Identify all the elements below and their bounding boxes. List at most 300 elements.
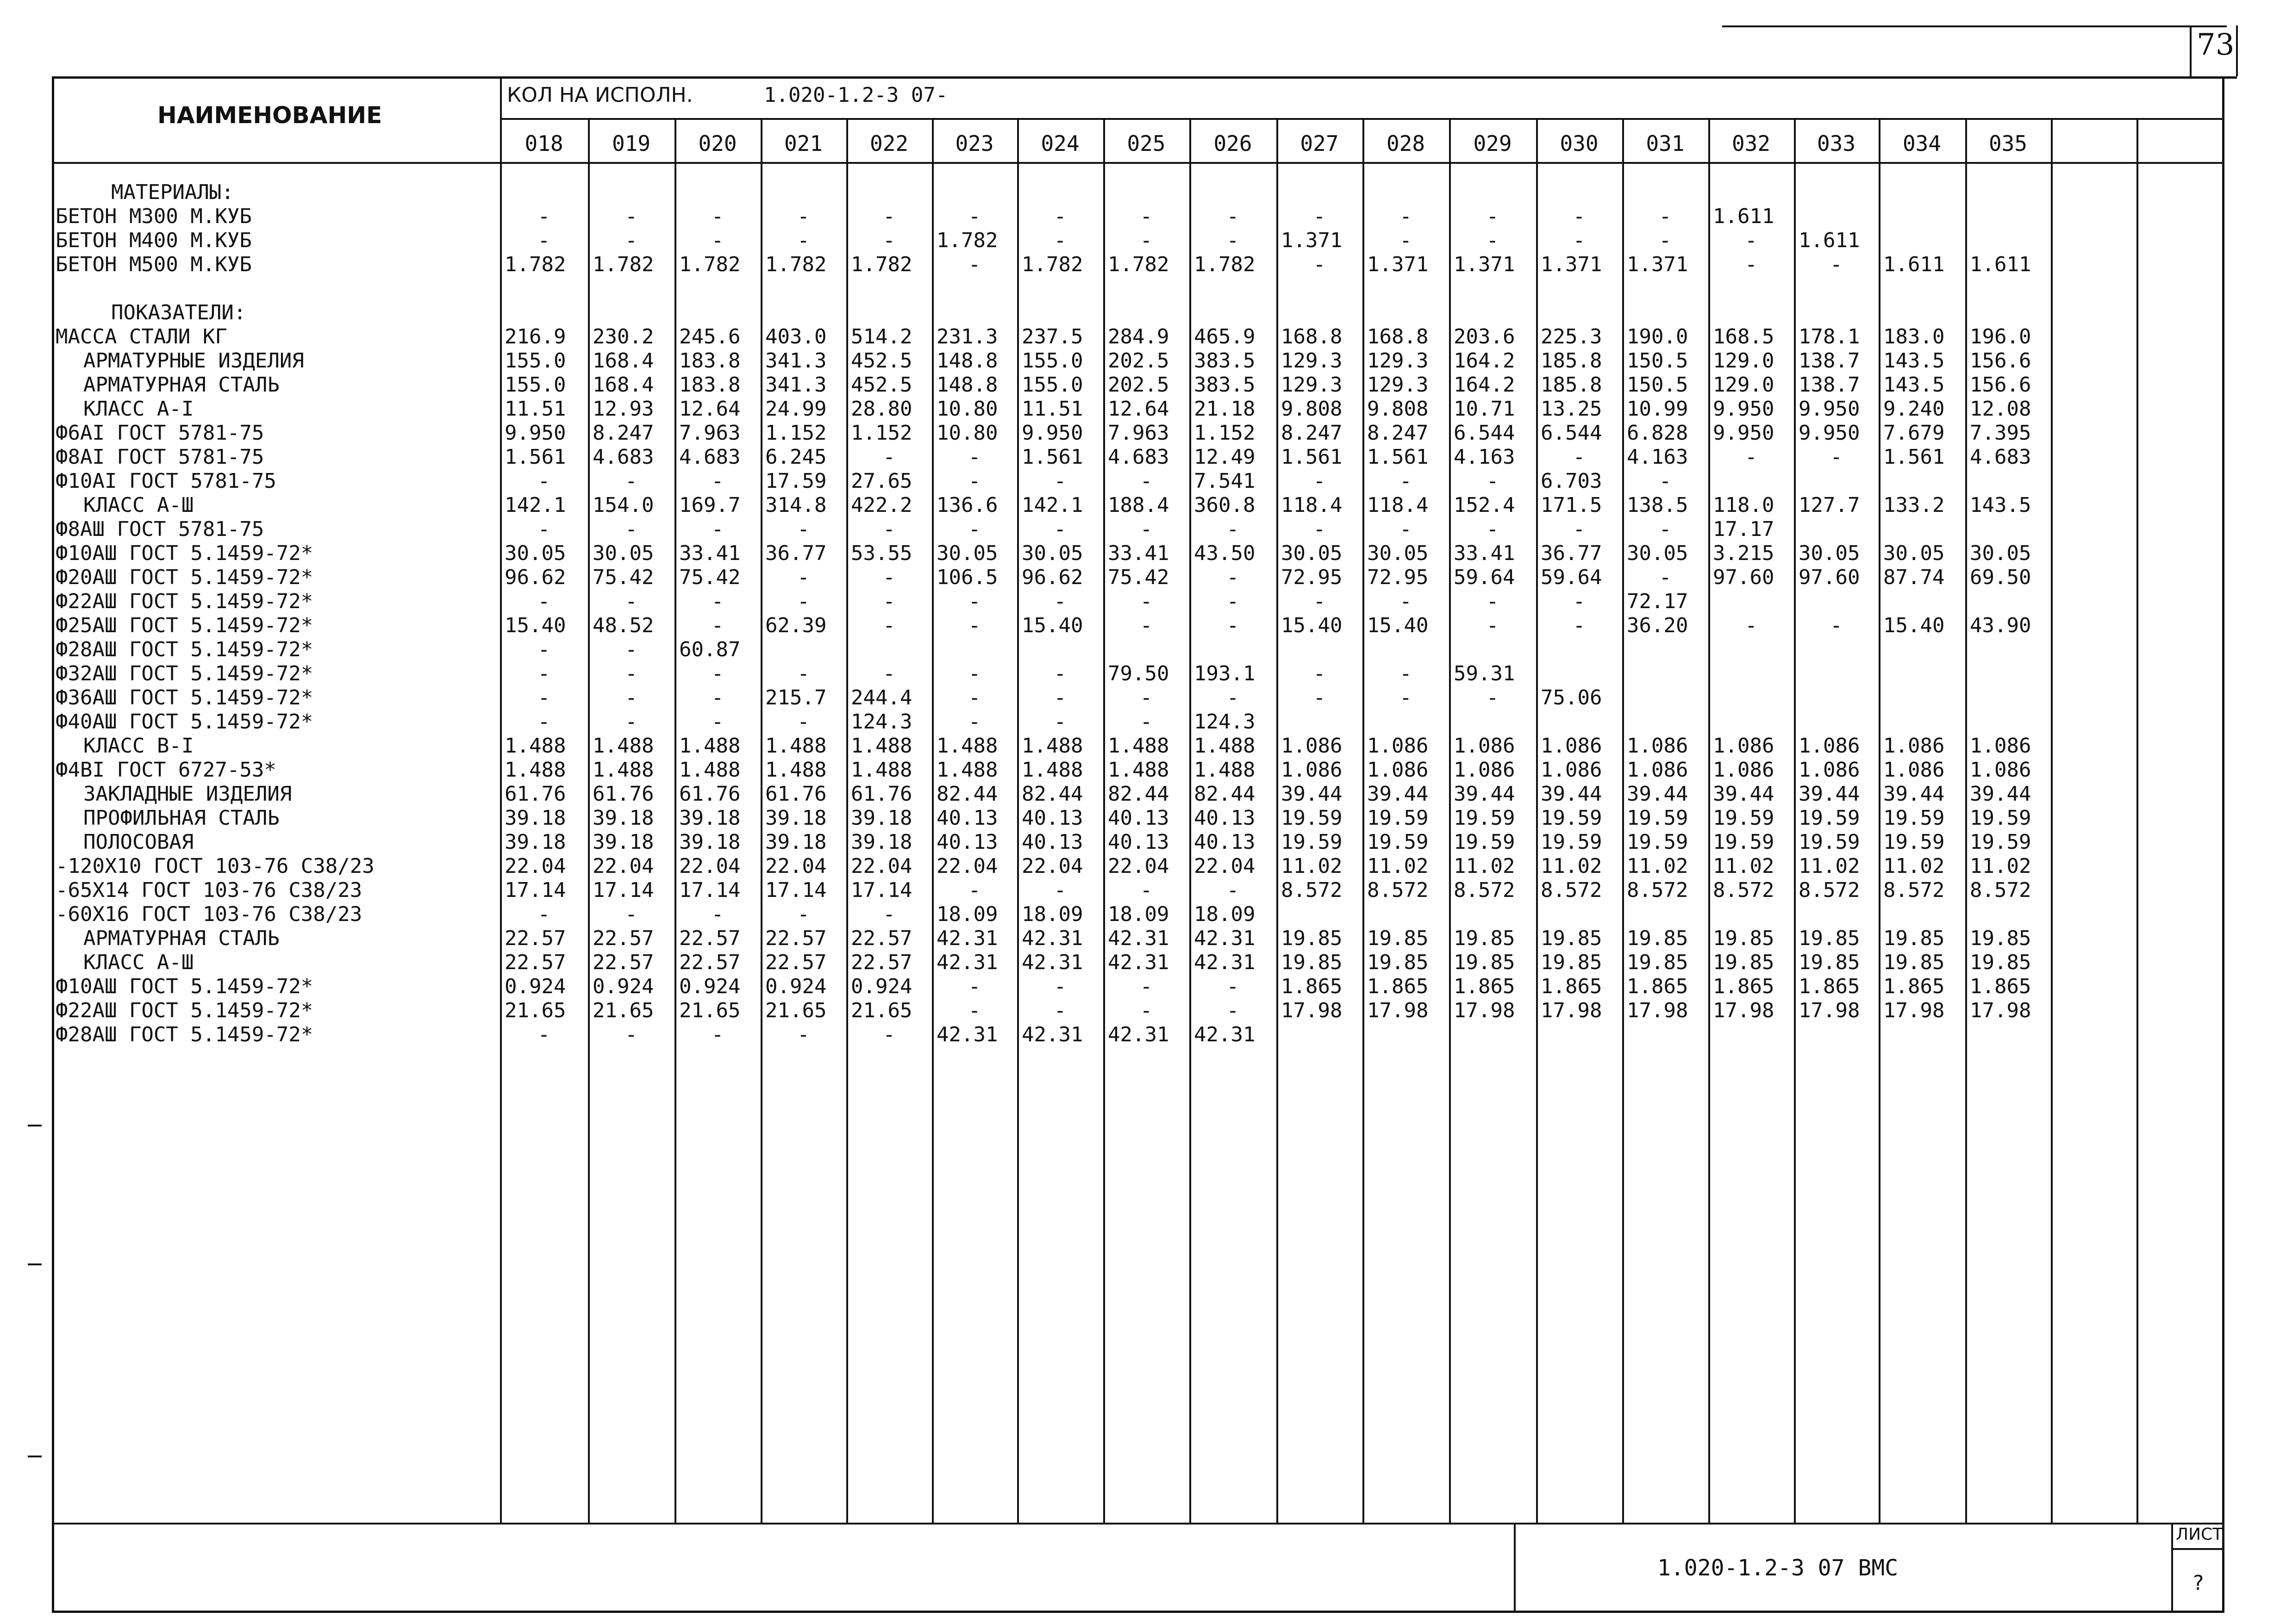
table-cell: - [883,229,895,252]
table-cell: 9.950 [1022,421,1083,445]
table-cell [1017,638,1103,662]
table-cell: 22.57 [593,951,654,974]
table-cell: 9.950 [1799,397,1860,421]
table-cell: - [968,445,981,469]
table-cell: - [1140,686,1153,709]
column-header: 020 [698,131,737,156]
table-cell: - [625,229,637,252]
table-cell: 124.3 [851,710,912,734]
table-cell: 168.8 [1281,325,1343,348]
table-cell: 1.782 [593,253,654,276]
table-cell: 21.65 [679,999,741,1022]
table-cell: - [1054,686,1067,709]
table-cell: 39.44 [1454,782,1515,806]
table-cell: 18.09 [1022,902,1083,926]
table-cell: - [1226,614,1239,637]
table-cell [761,638,846,662]
table-cell: 97.60 [1799,566,1860,589]
table-cell: - [625,205,637,228]
table-cell: 42.31 [1194,951,1256,974]
table-cell: 39.44 [1541,782,1602,806]
table-cell: 1.782 [851,253,912,276]
table-cell: 8.572 [1627,878,1688,902]
table-cell: 59.64 [1541,566,1602,589]
table-cell: - [1226,999,1239,1022]
table-cell: 138.7 [1799,349,1860,373]
frame-bottom [52,1611,2224,1613]
table-cell: 341.3 [765,373,827,397]
table-cell: 11.51 [1022,397,1083,421]
table-cell: 30.05 [1627,541,1688,565]
page-number-box-left [2190,25,2192,76]
table-cell [1276,1023,1362,1047]
row-name: ПОКАЗАТЕЛИ: [111,301,246,324]
table-cell: 87.74 [1883,566,1945,589]
table-cell: 1.488 [1022,758,1083,782]
table-cell: 19.85 [1367,951,1429,974]
table-cell: 9.240 [1883,397,1945,421]
table-cell: 1.086 [1799,734,1860,758]
table-cell: 12.93 [593,397,654,421]
table-cell: 142.1 [1022,493,1083,517]
table-cell: - [625,590,637,613]
table-cell: 19.59 [1799,830,1860,854]
table-cell: 1.086 [1970,734,2031,758]
table-cell: 11.02 [1713,854,1774,878]
table-cell [1879,469,1965,493]
table-cell: 6.544 [1541,421,1602,445]
column-divider [2136,118,2138,1523]
table-cell: 188.4 [1108,493,1169,517]
table-cell: 8.572 [1367,878,1429,902]
table-cell: - [1573,229,1586,252]
table-cell: - [1573,590,1586,613]
table-cell [1103,638,1189,662]
table-cell: - [1659,229,1672,252]
table-cell: 33.41 [679,541,741,565]
table-cell [1362,1023,1449,1047]
table-cell: 1.865 [1367,975,1429,998]
table-cell: 40.13 [1022,806,1083,830]
table-cell [1536,1023,1622,1047]
table-cell: - [1313,686,1326,709]
table-cell: 185.8 [1541,373,1602,397]
table-cell: 22.04 [1194,854,1256,878]
table-cell: 22.57 [679,927,741,950]
table-cell: 40.13 [1108,830,1169,854]
table-cell: 8.247 [1367,421,1429,445]
table-cell: 1.086 [1713,734,1774,758]
table-cell: 19.85 [1970,951,2031,974]
table-cell: 9.950 [1713,397,1774,421]
table-cell: 82.44 [1022,782,1083,806]
frame-top [52,76,2237,79]
table-cell: 1.086 [1541,758,1602,782]
table-cell: 12.49 [1194,445,1256,469]
table-cell: 39.44 [1627,782,1688,806]
table-cell [1794,662,1879,686]
table-cell: 155.0 [1022,349,1083,373]
table-cell [1708,1023,1794,1047]
table-cell: 152.4 [1454,493,1515,517]
table-cell: 72.95 [1367,566,1429,589]
table-cell: - [1140,229,1153,252]
table-cell: 1.488 [679,734,741,758]
table-cell: 8.572 [1454,878,1515,902]
table-cell: 39.44 [1713,782,1774,806]
table-cell: - [883,614,895,637]
table-cell: - [1054,469,1067,493]
title-block-left [1514,1523,1516,1613]
table-cell: 1.488 [937,758,998,782]
table-cell [1276,638,1362,662]
table-cell: 8.572 [1799,878,1860,902]
table-cell: - [1659,205,1672,228]
table-cell: 196.0 [1970,325,2031,348]
table-cell [1879,229,1965,253]
table-cell [1708,638,1794,662]
table-cell: - [711,662,724,685]
table-cell: 17.98 [1713,999,1774,1022]
table-cell: 19.59 [1367,806,1429,830]
row-name: Ф28АШ ГОСТ 5.1459-72* [56,1023,313,1046]
table-cell: - [1226,205,1239,228]
table-cell: 360.8 [1194,493,1256,517]
table-cell: 11.02 [1281,854,1343,878]
table-cell: 7.679 [1883,421,1945,445]
table-cell: - [1313,590,1326,613]
table-cell: - [883,662,895,685]
table-cell: 59.31 [1454,662,1515,685]
table-cell [1965,1023,2051,1047]
column-header: 031 [1646,131,1685,156]
table-cell: - [625,469,637,493]
table-cell: 17.14 [765,878,827,902]
table-cell: 6.245 [765,445,827,469]
table-cell: 11.51 [505,397,566,421]
table-cell: 0.924 [765,975,827,998]
table-cell: 193.1 [1194,662,1256,685]
table-cell: 22.04 [505,854,566,878]
table-cell: - [1140,614,1153,637]
table-cell: 129.0 [1713,373,1774,397]
table-cell: 8.572 [1883,878,1945,902]
table-cell: 40.13 [1108,806,1169,830]
table-cell: 19.85 [1627,951,1688,974]
table-cell: 72.17 [1627,590,1688,613]
table-cell: 42.31 [1022,951,1083,974]
column-header: 030 [1560,131,1599,156]
table-cell: - [1054,517,1067,541]
table-cell: 9.950 [505,421,566,445]
table-cell: 156.6 [1970,373,2031,397]
table-cell: 82.44 [1108,782,1169,806]
table-cell: 118.4 [1367,493,1429,517]
table-cell: - [1399,590,1412,613]
table-cell: 0.924 [593,975,654,998]
column-header: 023 [955,131,994,156]
table-cell: 202.5 [1108,349,1169,373]
table-cell: 155.0 [1022,373,1083,397]
row-name: КЛАСС А-I [83,397,194,421]
table-cell: 8.572 [1281,878,1343,902]
table-cell: 15.40 [1883,614,1945,637]
table-cell: - [1573,445,1586,469]
table-cell: - [1573,205,1586,228]
table-cell: 118.0 [1713,493,1774,517]
table-cell: 11.02 [1454,854,1515,878]
table-cell: 8.247 [1281,421,1343,445]
table-cell: 1.561 [1367,445,1429,469]
column-header: 033 [1817,131,1856,156]
table-cell: - [1486,229,1499,252]
sheet-box-left [2171,1523,2173,1613]
table-cell: 1.086 [1799,758,1860,782]
table-cell: - [1830,253,1843,276]
table-cell: 42.31 [937,927,998,950]
table-cell: 225.3 [1541,325,1602,348]
table-cell: - [1054,590,1067,613]
table-cell: - [1226,878,1239,902]
table-cell [1965,517,2051,541]
table-cell: 19.59 [1541,830,1602,854]
table-cell: 1.488 [851,734,912,758]
table-cell: 19.85 [1883,927,1945,950]
table-cell: 1.782 [1194,253,1256,276]
table-cell: - [883,445,895,469]
row-name: -65Х14 ГОСТ 103-76 С38/23 [56,878,362,902]
table-cell: 19.59 [1799,806,1860,830]
table-cell: 39.18 [765,830,827,854]
table-cell [1794,469,1879,493]
table-cell: 465.9 [1194,325,1256,348]
table-cell: - [625,902,637,926]
table-cell: 30.05 [937,541,998,565]
table-cell: 1.561 [505,445,566,469]
table-cell: 136.6 [937,493,998,517]
table-cell: 6.828 [1627,421,1688,445]
row-name: ПОЛОСОВАЯ [83,830,194,854]
table-cell: - [1313,662,1326,685]
table-cell: 11.02 [1367,854,1429,878]
table-cell: 19.85 [1281,927,1343,950]
table-cell: 7.963 [1108,421,1169,445]
table-cell: - [1659,566,1672,589]
row-name: Ф22АШ ГОСТ 5.1459-72* [56,999,313,1022]
table-cell [1794,517,1879,541]
table-cell: 30.05 [1799,541,1860,565]
qty-label: КОЛ НА ИСПОЛН. [507,83,693,107]
table-cell: 9.808 [1281,397,1343,421]
table-cell: 1.782 [679,253,741,276]
table-cell: 9.950 [1713,421,1774,445]
row-name: АРМАТУРНЫЕ ИЗДЕЛИЯ [83,349,304,373]
table-cell: - [1054,710,1067,734]
table-cell: 1.488 [593,758,654,782]
table-cell: 1.086 [1627,734,1688,758]
table-cell: 129.3 [1367,373,1429,397]
table-cell: 1.086 [1454,734,1515,758]
margin-tick [28,1263,42,1265]
table-cell: - [797,205,810,228]
table-cell: 231.3 [937,325,998,348]
table-cell: 19.59 [1454,806,1515,830]
table-cell: 6.544 [1454,421,1515,445]
table-cell: 19.85 [1541,927,1602,950]
row-name: БЕТОН М400 М.КУБ [56,229,252,252]
table-cell: 30.05 [1883,541,1945,565]
table-cell: 15.40 [505,614,566,637]
table-cell: 514.2 [851,325,912,348]
table-cell [1622,902,1708,927]
table-cell: 39.44 [1799,782,1860,806]
table-cell: 1.086 [1281,734,1343,758]
column-header: 024 [1041,131,1080,156]
table-cell: 75.42 [1108,566,1169,589]
table-cell: 42.31 [1194,1023,1256,1046]
table-cell: 30.05 [1970,541,2031,565]
table-cell: 24.99 [765,397,827,421]
table-cell: - [883,517,895,541]
table-cell: 314.8 [765,493,827,517]
table-cell: 169.7 [679,493,741,517]
table-cell: 40.13 [1194,806,1256,830]
table-cell: 10.80 [937,421,998,445]
table-cell: - [537,590,550,613]
table-cell: - [797,229,810,252]
table-cell [1362,902,1449,927]
table-cell: 75.06 [1541,686,1602,709]
table-cell [1965,229,2051,253]
table-cell: 19.59 [1627,830,1688,854]
table-cell: 10.71 [1454,397,1515,421]
table-cell: 0.924 [851,975,912,998]
table-cell: 133.2 [1883,493,1945,517]
table-cell: 1.865 [1627,975,1688,998]
table-cell: 18.09 [937,902,998,926]
sheet-value: ? [2192,1571,2205,1595]
table-cell: 22.57 [851,927,912,950]
row-name: -60Х16 ГОСТ 103-76 С38/23 [56,902,362,926]
table-cell: 12.64 [679,397,741,421]
table-cell: 150.5 [1627,349,1688,373]
row-name: КЛАСС А-Ш [83,951,194,974]
table-cell [1449,710,1536,734]
table-cell: 1.865 [1454,975,1515,998]
table-cell: - [883,590,895,613]
doc-code: 1.020-1.2-3 07 ВМС [1657,1555,1899,1581]
table-cell: 138.7 [1799,373,1860,397]
table-cell: 8.247 [593,421,654,445]
table-cell: 22.57 [505,951,566,974]
table-cell: 33.41 [1454,541,1515,565]
table-cell: 96.62 [1022,566,1083,589]
table-cell: 8.572 [1541,878,1602,902]
table-cell: 48.52 [593,614,654,637]
table-cell: 11.02 [1883,854,1945,878]
table-cell: 42.31 [1022,1023,1083,1046]
table-cell: - [968,614,981,637]
table-cell: 19.59 [1713,830,1774,854]
table-cell: - [1745,614,1757,637]
table-cell: 1.086 [1713,758,1774,782]
table-cell: 1.488 [851,758,912,782]
table-cell [1965,469,2051,493]
table-cell: 178.1 [1799,325,1860,348]
row-name: Ф32АШ ГОСТ 5.1459-72* [56,662,313,685]
column-header: 021 [784,131,823,156]
table-cell: 19.85 [1627,927,1688,950]
table-cell: 42.31 [937,951,998,974]
table-cell: 4.683 [679,445,741,469]
table-cell: 1.488 [1194,734,1256,758]
row-name: Ф36АШ ГОСТ 5.1459-72* [56,686,313,709]
table-cell: 21.65 [593,999,654,1022]
table-cell: 1.611 [1883,253,1945,276]
table-cell: 53.55 [851,541,912,565]
table-cell: - [625,686,637,709]
table-cell: - [711,614,724,637]
column-header [2136,125,2222,162]
row-name: АРМАТУРНАЯ СТАЛЬ [83,373,280,397]
table-cell: - [883,1023,895,1046]
table-cell: 1.488 [1194,758,1256,782]
table-cell [1879,1023,1965,1047]
table-cell: - [797,710,810,734]
table-cell: 17.14 [505,878,566,902]
table-cell: 69.50 [1970,566,2031,589]
table-cell: 19.85 [1799,927,1860,950]
row-name: КЛАСС В-I [83,734,194,758]
table-cell: - [883,566,895,589]
table-cell: - [968,205,981,228]
column-header: 019 [612,131,651,156]
table-cell: 4.683 [1970,445,2031,469]
doc-prefix: 1.020-1.2-3 07- [764,83,948,107]
margin-tick [28,1125,42,1126]
table-cell: - [1399,517,1412,541]
table-cell: 143.5 [1883,373,1945,397]
table-cell: 19.85 [1454,951,1515,974]
table-cell: - [537,205,550,228]
table-cell: 143.5 [1883,349,1945,373]
column-header: 029 [1473,131,1512,156]
table-cell: - [968,975,981,998]
table-cell: 30.05 [505,541,566,565]
table-cell [1879,902,1965,927]
table-cell: 28.80 [851,397,912,421]
table-cell: 1.865 [1281,975,1343,998]
table-cell: 1.561 [1883,445,1945,469]
table-cell: 452.5 [851,373,912,397]
table-cell: - [537,638,550,661]
table-cell: 19.85 [1454,927,1515,950]
table-cell: 168.8 [1367,325,1429,348]
table-cell: 1.782 [1108,253,1169,276]
table-cell: 9.950 [1799,421,1860,445]
table-cell: 12.64 [1108,397,1169,421]
table-cell [1965,662,2051,686]
table-cell: 22.04 [679,854,741,878]
table-cell: - [537,517,550,541]
table-cell: - [1226,686,1239,709]
table-cell: 230.2 [593,325,654,348]
column-header: 025 [1127,131,1166,156]
row-name: Ф40АШ ГОСТ 5.1459-72* [56,710,313,734]
table-cell [1794,902,1879,927]
table-cell: 1.865 [1883,975,1945,998]
table-cell [1965,710,2051,734]
